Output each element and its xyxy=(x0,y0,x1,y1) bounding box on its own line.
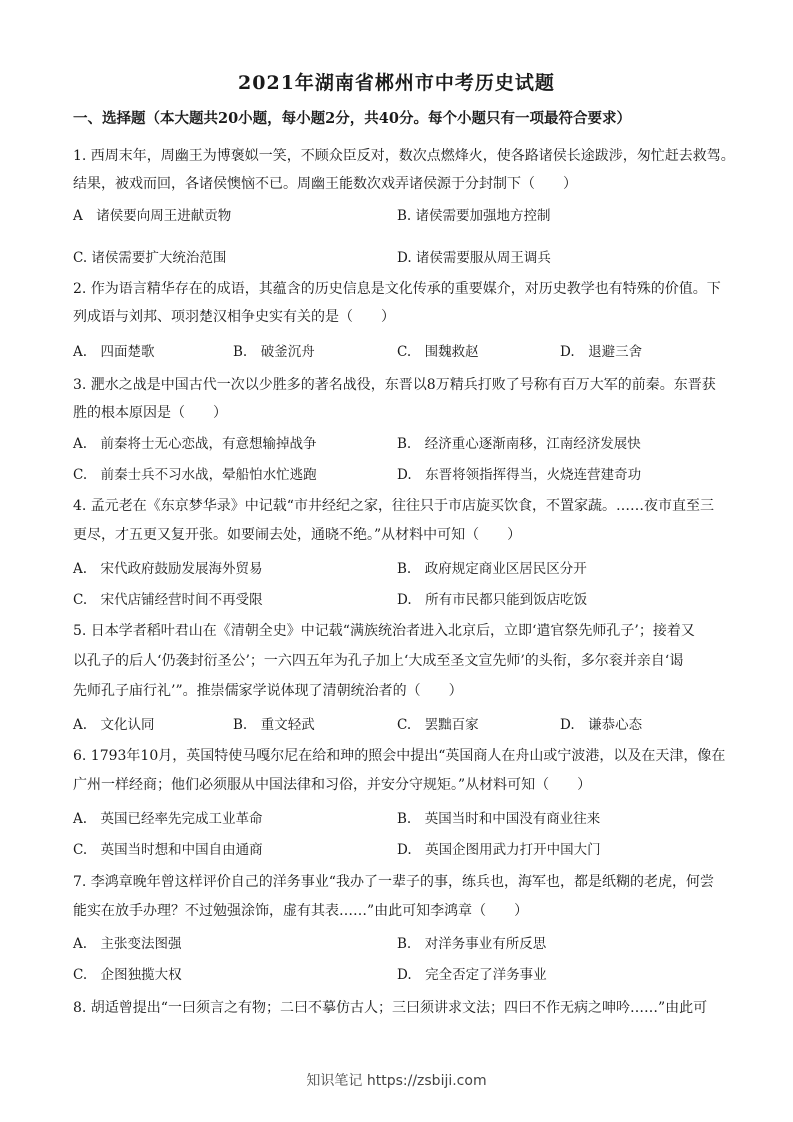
question-7-option-d: D. 完全否定了洋务事业 xyxy=(397,967,547,983)
question-7-stem-line-1: 7. 李鸿章晚年曾这样评价自己的洋务事业“我办了一辈子的事，练兵也，海军也，都是纸糊的老虎，何尝 xyxy=(73,874,714,890)
question-2-stem-line-1: 2. 作为语言精华存在的成语，其蕴含的历史信息是文化传承的重要媒介，对历史教学也有特殊的价值。下 xyxy=(73,281,721,297)
question-4-stem-line-2: 更尽，才五更又复开张。如要闹去处，通晓不绝。”从材料中可知（ ） xyxy=(73,527,522,543)
question-1-option-b: B. 诸侯需要加强地方控制 xyxy=(397,208,551,224)
question-4-stem-line-1: 4. 孟元老在《东京梦华录》中记载“市井经纪之家，往往只于市店旋买饮食，不置家蔬。……夜市直至三 xyxy=(73,498,714,514)
question-5-option-d: D. 谦恭心态 xyxy=(560,717,643,733)
question-1-option-a: A 诸侯要向周王进献贡物 xyxy=(73,208,232,224)
question-6-option-a: A. 英国已经率先完成工业革命 xyxy=(73,811,263,827)
question-7-option-b: B. 对洋务事业有所反思 xyxy=(397,936,547,952)
question-2-option-c: C. 围魏救赵 xyxy=(397,344,479,360)
question-3-option-a: A. 前秦将士无心恋战，有意想输掉战争 xyxy=(73,436,317,452)
question-6-option-b: B. 英国当时和中国没有商业往来 xyxy=(397,811,601,827)
section-heading: 一、选择题（本大题共20小题，每小题2分，共40分。每个小题只有一项最符合要求） xyxy=(73,110,631,127)
question-5-option-a: A. 文化认同 xyxy=(73,717,155,733)
question-6-option-d: D. 英国企图用武力打开中国大门 xyxy=(397,842,601,858)
question-2-option-a: A. 四面楚歌 xyxy=(73,344,155,360)
question-4-option-d: D. 所有市民都只能到饭店吃饭 xyxy=(397,592,588,608)
question-1-option-c: C. 诸侯需要扩大统治范围 xyxy=(73,250,227,266)
question-3-option-d: D. 东晋将领指挥得当，火烧连营建奇功 xyxy=(397,467,642,483)
question-3-stem-line-2: 胜的根本原因是（ ） xyxy=(73,405,227,421)
page-title: 2021年湖南省郴州市中考历史试题 xyxy=(238,72,555,94)
question-4-option-b: B. 政府规定商业区居民区分开 xyxy=(397,561,587,577)
question-7-option-c: C. 企图独揽大权 xyxy=(73,967,182,983)
question-5-stem-line-3: 先师孔子庙行礼’”。推崇儒家学说体现了清朝统治者的（ ） xyxy=(73,683,463,699)
question-5-option-c: C. 罢黜百家 xyxy=(397,717,479,733)
question-1-option-d: D. 诸侯需要服从周王调兵 xyxy=(397,250,551,266)
question-5-stem-line-1: 5. 日本学者稻叶君山在《清朝全史》中记载“满族统治者进入北京后，立即‘遣官祭先师孔子’；接着又 xyxy=(73,623,695,639)
question-6-option-c: C. 英国当时想和中国自由通商 xyxy=(73,842,263,858)
question-2-option-d: D. 退避三舍 xyxy=(560,344,643,360)
question-3-option-b: B. 经济重心逐渐南移，江南经济发展快 xyxy=(397,436,641,452)
question-2-stem-line-2: 列成语与刘邦、项羽楚汉相争史实有关的是（ ） xyxy=(73,309,395,325)
question-7-option-a: A. 主张变法图强 xyxy=(73,936,182,952)
footer-watermark[interactable]: 知识笔记 https://zsbiji.com xyxy=(306,1073,487,1089)
question-6-stem-line-2: 广州一样经商；他们必须服从中国法律和习俗，并安分守规矩。”从材料可知（ ） xyxy=(73,777,592,793)
question-5-stem-line-2: 以孔子的后人‘仍袭封衍圣公’；一六四五年为孔子加上‘大成至圣文宣先师’的头衔，多尔衮并亲自‘谒 xyxy=(73,653,684,669)
question-5-option-b: B. 重文轻武 xyxy=(233,717,315,733)
question-6-stem-line-1: 6. 1793年10月，英国特使马嘎尔尼在给和珅的照会中提出“英国商人在舟山或宁波港，以及在天津，像在 xyxy=(73,748,726,764)
question-3-option-c: C. 前秦士兵不习水战，晕船怕水忙逃跑 xyxy=(73,467,317,483)
question-1-stem-line-1: 1. 西周末年，周幽王为博褒姒一笑，不顾众臣反对，数次点燃烽火，使各路诸侯长途跋涉，匆忙赶去救驾。 xyxy=(73,148,735,164)
question-4-option-a: A. 宋代政府鼓励发展海外贸易 xyxy=(73,561,263,577)
question-7-stem-line-2: 能实在放手办理？不过勉强涂饰，虚有其表……”由此可知李鸿章（ ） xyxy=(73,903,529,919)
question-8-stem-line-1: 8. 胡适曾提出“一曰须言之有物；二曰不摹仿古人；三曰须讲求文法；四曰不作无病之呻吟……”由此可 xyxy=(73,1000,708,1016)
question-1-stem-line-2: 结果，被戏而回，各诸侯懊恼不已。周幽王能数次戏弄诸侯源于分封制下（ ） xyxy=(73,176,577,192)
question-3-stem-line-1: 3. 淝水之战是中国古代一次以少胜多的著名战役，东晋以8万精兵打败了号称有百万大军的前秦。东晋获 xyxy=(73,377,716,393)
question-2-option-b: B. 破釜沉舟 xyxy=(233,344,315,360)
question-4-option-c: C. 宋代店铺经营时间不再受限 xyxy=(73,592,263,608)
